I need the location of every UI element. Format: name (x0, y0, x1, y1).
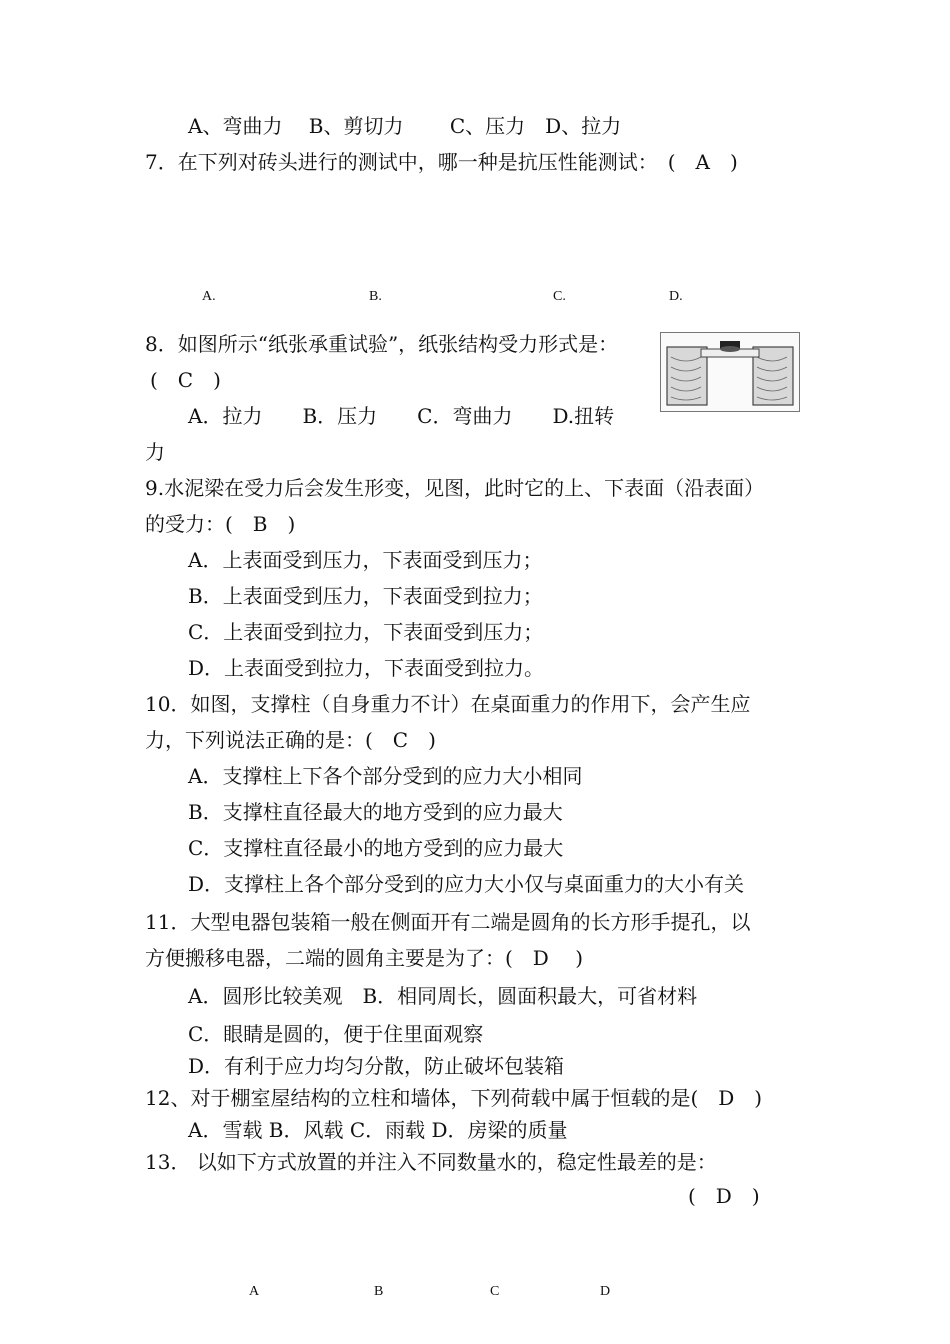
q11-option-ab: A．圆形比较美观 B．相同周长，圆面积最大，可省材料 (188, 984, 698, 1008)
q11-option-c: C．眼睛是圆的，便于住里面观察 (188, 1022, 484, 1046)
q10-stem-line1: 10．如图，支撑柱（自身重力不计）在桌面重力的作用下，会产生应 (145, 692, 751, 716)
q9-stem-line1: 9.水泥梁在受力后会发生形变，见图，此时它的上、下表面（沿表面） (145, 476, 765, 500)
q8-stem: 8．如图所示“纸张承重试验”，纸张结构受力形式是： (145, 332, 619, 356)
q7-label-b: B. (369, 289, 382, 304)
q9-option-c: C．上表面受到拉力，下表面受到压力； (188, 620, 544, 644)
q9-option-a: A．上表面受到压力，下表面受到压力； (188, 548, 543, 572)
q11-stem-line2: 方便搬移电器，二端的圆角主要是为了：( D ) (145, 946, 583, 970)
q10-stem-line2: 力，下列说法正确的是：( C ) (145, 728, 436, 752)
q9-option-d: D．上表面受到拉力，下表面受到拉力。 (188, 656, 545, 680)
q8-answer: ( C ) (150, 368, 221, 392)
q10-option-c: C．支撑柱直径最小的地方受到的应力最大 (188, 836, 564, 860)
q10-option-a: A．支撑柱上下各个部分受到的应力大小相同 (188, 764, 583, 788)
q7-label-a: A. (202, 289, 216, 304)
q10-option-d: D．支撑柱上各个部分受到的应力大小仅与桌面重力的大小有关 (188, 872, 745, 896)
q7-stem: 7．在下列对砖头进行的测试中，哪一种是抗压性能测试： ( A ) (145, 150, 738, 174)
q13-stem: 13． 以如下方式放置的并注入不同数量水的，稳定性最差的是： (145, 1150, 717, 1174)
paper-bridge-image (660, 332, 800, 412)
q7-label-c: C. (553, 289, 566, 304)
q13-label-d: D (600, 1284, 611, 1299)
q10-option-b: B．支撑柱直径最大的地方受到的应力最大 (188, 800, 563, 824)
q6-options: A、弯曲力 B、剪切力 C、压力 D、拉力 (188, 114, 622, 138)
q9-option-b: B．上表面受到压力，下表面受到拉力； (188, 584, 543, 608)
q13-label-a: A (249, 1284, 260, 1299)
q9-stem-line2: 的受力：( B ) (145, 512, 296, 536)
q13-label-b: B (374, 1284, 384, 1299)
q12-options: A．雪载 B．风载 C．雨载 D．房梁的质量 (188, 1118, 568, 1142)
q13-label-c: C (490, 1284, 500, 1299)
q8-options-wrap: 力 (145, 440, 165, 464)
q13-answer: ( D ) (688, 1184, 760, 1208)
q12-stem: 12、对于棚室屋结构的立柱和墙体，下列荷载中属于恒载的是( D ) (145, 1086, 763, 1110)
q7-label-d: D. (669, 289, 683, 304)
q11-option-d: D．有利于应力均匀分散，防止破坏包装箱 (188, 1054, 565, 1078)
q8-options: A．拉力 B．压力 C．弯曲力 D.扭转 (188, 404, 615, 428)
paper-bridge-drawing (661, 333, 799, 411)
q11-stem-line1: 11．大型电器包装箱一般在侧面开有二端是圆角的长方形手提孔，以 (145, 910, 751, 934)
